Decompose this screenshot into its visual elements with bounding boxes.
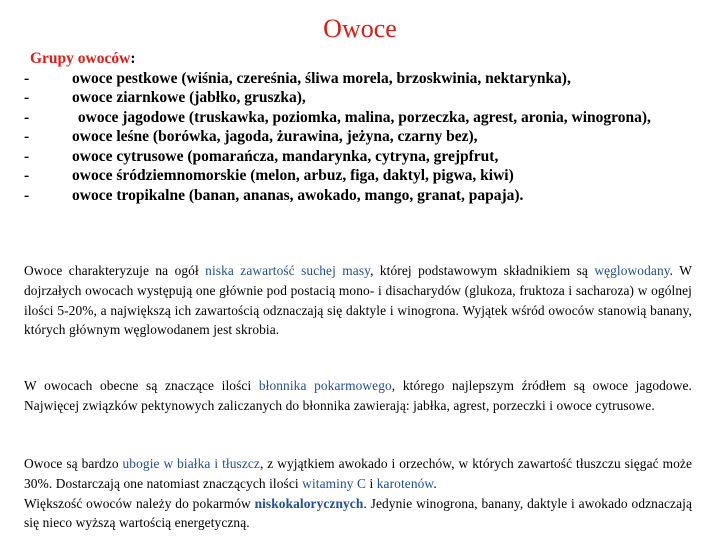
list-item-text: owoce ziarnkowe (jabłko, gruszka), [72, 89, 306, 106]
list-item-text: owoce tropikalne (banan, ananas, awokado, mango, granat, papaja). [72, 186, 524, 204]
list-dash: - [24, 69, 30, 87]
list-dash: - [24, 167, 30, 184]
p3-highlight-low-calorie: niskokalorycznych [254, 495, 364, 511]
list-item [24, 166, 694, 186]
list-item-text: owoce jagodowe (truskawka, poziomka, malina, porzeczka, agrest, aronia, winogrona), [74, 108, 651, 126]
list-dash: - [24, 128, 30, 145]
groups-heading [24, 49, 694, 69]
paragraph-nutrients [24, 454, 692, 533]
p3-text: i [366, 475, 377, 491]
list-dash: - [24, 89, 30, 106]
list-item-text: owoce pestkowe (wiśnia, czereśnia, śliwa morela, brzoskwinia, nektarynka), [72, 69, 571, 87]
list-item [24, 88, 694, 108]
list-dash: - [24, 186, 30, 204]
paragraph-sugars [24, 261, 692, 340]
p3-text: . [433, 475, 437, 491]
list-item [24, 186, 694, 206]
list-dash: - [24, 108, 30, 126]
paragraph-fiber [24, 376, 692, 416]
fruit-groups-list [24, 49, 694, 205]
list-item [24, 108, 694, 128]
list-item-text: owoce śródziemnomorskie (melon, arbuz, figa, daktyl, pigwa, kiwi) [72, 167, 514, 184]
p3-text: Owoce są bardzo [24, 456, 123, 471]
p1-text: Owoce charakteryzuje na ogół [24, 263, 206, 278]
p3-highlight-protein-fat: ubogie w białka i tłuszcz [122, 456, 260, 471]
p2-text: W owocach obecne są znaczące ilości [24, 378, 259, 393]
page-title: Owoce [323, 14, 397, 43]
p1-highlight-carbohydrates: węglowodany [594, 263, 670, 278]
list-item-text: owoce cytrusowe (pomarańcza, mandarynka, cytryna, grejpfrut, [72, 147, 499, 165]
p3-text: . Jedynie winogrona, banany, daktyle i awokado odznaczają się nieco wyższą wartością energetyczną. [24, 495, 692, 531]
p3-highlight-vitamin-c: witaminy C [302, 475, 367, 491]
list-item [24, 69, 694, 89]
p1-highlight-dry-mass: niska zawartość suchej masy [205, 263, 371, 278]
p1-text: , której podstawowym składnikiem są [370, 263, 595, 278]
groups-heading-colon: : [130, 50, 136, 67]
p2-highlight-fiber: błonnika pokarmowego [258, 378, 392, 393]
list-dash: - [24, 147, 30, 165]
list-item [24, 147, 694, 167]
p3-text: , z wyjątkiem awokado i orzechów, w których zawartość tłuszczu sięgać może 30%. Dostarczają one natomiast znaczących ilości [24, 456, 692, 491]
p2-text: , którego najlepszym źródłem są owoce jagodowe. Najwięcej związków pektynowych zaliczanych do błonnika zawierają: jabłka, agrest, porzeczki i owoce cytrusowe. [24, 378, 692, 413]
p1-text: . W dojrzałych owocach występują one głównie pod postacią mono- i disacharydów (glukoza, fruktoza i sacharoza) w ogólnej ilości 5-20%, a największą ich zawartością odznaczają się daktyle i winogrona. Wyjątek wśród owoców stanowią banany, których głównym węglowodanem jest skrobia. [24, 263, 692, 338]
list-item-text: owoce leśne (borówka, jagoda, żurawina, jeżyna, czarny bez), [72, 128, 478, 145]
groups-heading-label: Grupy owoców [30, 50, 131, 67]
p3-highlight-carotenes: karotenów [376, 475, 434, 491]
p3-text: Większość owoców należy do pokarmów [24, 495, 255, 511]
list-item [24, 127, 694, 147]
